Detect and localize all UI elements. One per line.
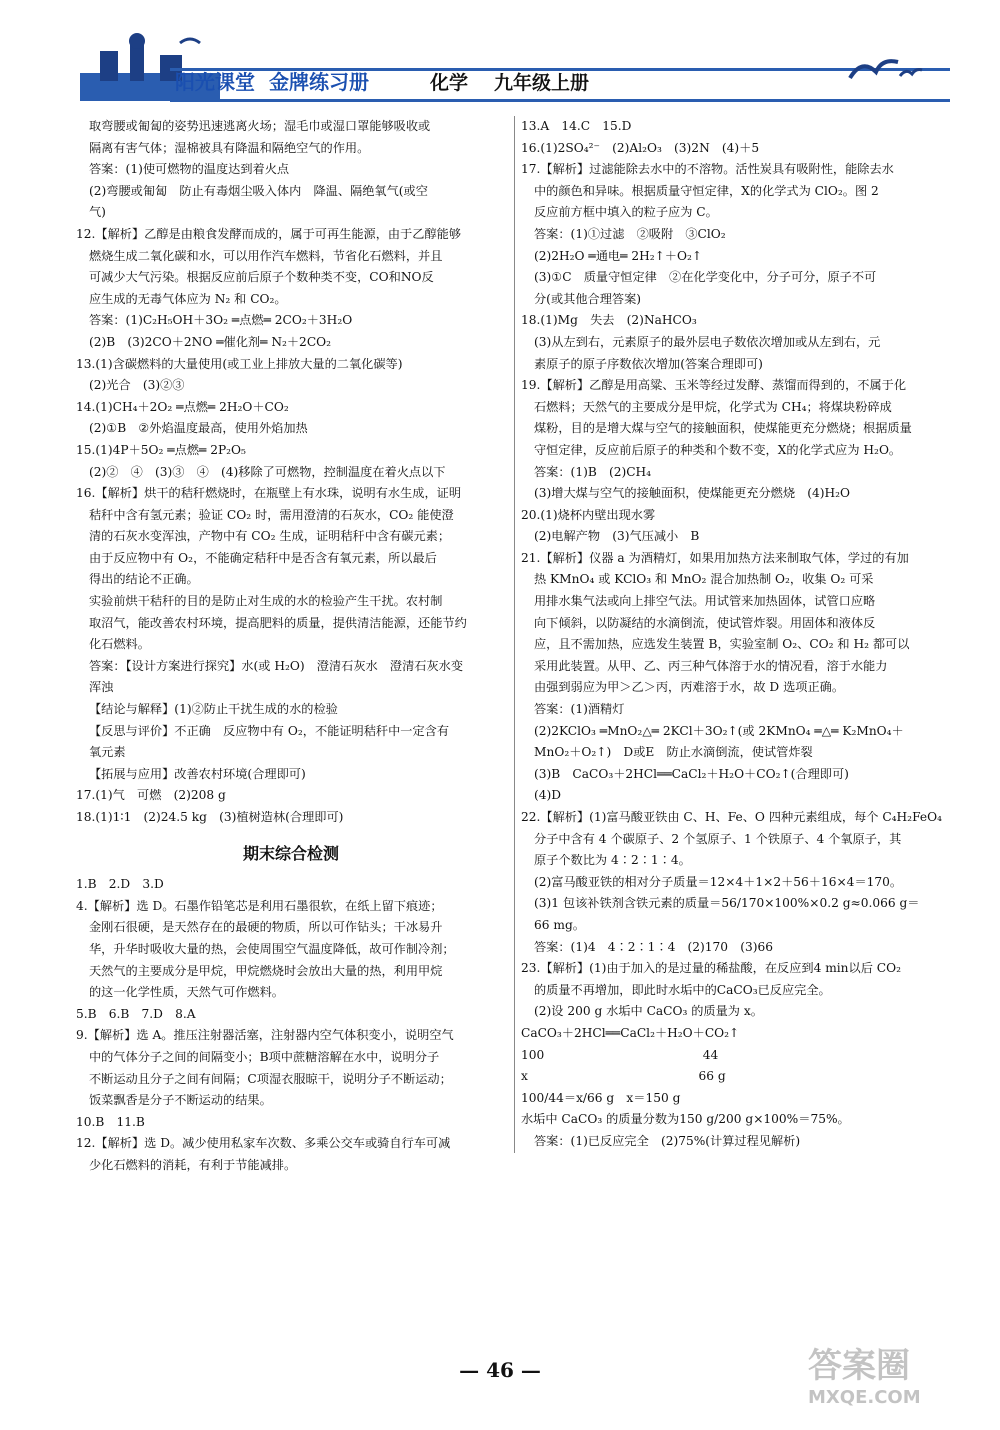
text-line: 石燃料；天然气的主要成分是甲烷，化学式为 CH₄；将煤块粉碎成 — [534, 399, 892, 414]
text-line: 由于反应物中有 O₂，不能确定秸秆中是否含有氧元素，所以最后 — [89, 550, 437, 565]
text-line: 分子中含有 4 个碳原子、2 个氢原子、1 个铁原子、4 个氧原子，其 — [534, 831, 902, 846]
text-line: 饭菜飘香是分子不断运动的结果。 — [89, 1093, 272, 1108]
text-line: (3)B CaCO₃＋2HCl══CaCl₂＋H₂O＋CO₂↑(合理即可) — [534, 766, 849, 781]
text-line: 5.B 6.B 7.D 8.A — [76, 1006, 196, 1021]
text-line: 的这一化学性质，天然气可作燃料。 — [89, 985, 284, 1000]
text-line: 66 mg。 — [534, 917, 585, 932]
text-line: (4)D — [534, 788, 562, 803]
text-line: 答案：(1)使可燃物的温度达到着火点 — [89, 162, 290, 177]
text-line: CaCO₃＋2HCl══CaCl₂＋H₂O＋CO₂↑ — [521, 1025, 740, 1040]
text-line: 的质量不再增加，即此时水垢中的CaCO₃已反应完全。 — [534, 982, 831, 997]
text-line: 气) — [89, 205, 106, 220]
text-line: 隔离有害气体；湿棉被具有降温和隔绝空气的作用。 — [89, 140, 370, 155]
text-line: 秸秆中含有氢元素；验证 CO₂ 时，需用澄清的石灰水，CO₂ 能使澄 — [89, 507, 454, 522]
watermark — [808, 1338, 978, 1418]
text-line: 实验前烘干秸秆的目的是防止对生成的水的检验产生干扰。农村制 — [89, 594, 443, 609]
text-line: (2)设 200 g 水垢中 CaCO₃ 的质量为 x。 — [534, 1004, 763, 1019]
section-title: 期末综合检测 — [242, 843, 339, 863]
text-line: 9.【解析】选 A。推压注射器活塞，注射器内空气体积变小，说明空气 — [76, 1028, 454, 1043]
left-lines — [76, 116, 506, 829]
text-line: 【拓展与应用】改善农村环境(合理即可) — [89, 766, 306, 781]
text-line: 答案：(1)C₂H₅OH＋3O₂ ═点燃═ 2CO₂＋3H₂O — [89, 313, 353, 328]
text-line: 16.【解析】烘干的秸秆燃烧时，在瓶壁上有水珠，说明有水生成，证明 — [76, 486, 462, 501]
text-line: 17.【解析】过滤能除去水中的不溶物。活性炭具有吸附性，能除去水 — [521, 162, 894, 177]
text-line: 向下倾斜，以防凝结的水滴倒流，使试管炸裂。用固体和液体反 — [534, 615, 876, 630]
text-line: (2)①B ②外焰温度最高，使用外焰加热 — [89, 421, 308, 436]
text-line: (2)2KClO₃ ═MnO₂△═ 2KCl＋3O₂↑(或 2KMnO₄ ═△═ K₂MnO₄＋ — [534, 723, 904, 738]
text-line: 【结论与解释】(1)②防止干扰生成的水的检验 — [89, 702, 338, 717]
text-line: 答案：(1)B (2)CH₄ — [534, 464, 652, 479]
text-line: (3)增大煤与空气的接触面积，使煤能更充分燃烧 (4)H₂O — [534, 486, 850, 501]
watermark-cn: 答案圈 — [808, 1346, 910, 1386]
text-line: 12.【解析】选 D。减少使用私家车次数、多乘公交车或骑自行车可减 — [76, 1136, 451, 1151]
text-line: 13.A 14.C 15.D — [521, 119, 632, 133]
text-line: 中的颜色和异味。根据质量守恒定律，X的化学式为 ClO₂。图 2 — [534, 183, 879, 198]
text-line: 由强到弱应为甲＞乙＞丙，丙难溶于水，故 D 选项正确。 — [534, 680, 845, 695]
text-line: 19.【解析】乙醇是用高粱、玉米等经过发酵、蒸馏而得到的，不属于化 — [521, 378, 907, 393]
text-line: 天然气的主要成分是甲烷，甲烷燃烧时会放出大量的热，利用甲烷 — [89, 963, 443, 978]
text-line: 1.B 2.D 3.D — [76, 877, 164, 892]
text-line: 10.B 11.B — [76, 1114, 145, 1129]
text-line: 14.(1)CH₄＋2O₂ ═点燃═ 2H₂O＋CO₂ — [76, 399, 289, 414]
text-line: 氧元素 — [89, 745, 126, 760]
text-line: (2)光合 (3)②③ — [89, 378, 185, 393]
text-line: (2)B (3)2CO＋2NO ═催化剂═ N₂＋2CO₂ — [89, 334, 332, 349]
text-line: 金刚石很硬，是天然存在的最硬的物质，所以可作钻头；干冰易升 — [89, 920, 443, 935]
text-line: MnO₂＋O₂↑) D或E 防止水滴倒流，使试管炸裂 — [534, 745, 813, 760]
right-lines — [521, 116, 953, 1153]
text-line: 15.(1)4P＋5O₂ ═点燃═ 2P₂O₅ — [76, 442, 246, 457]
brand-name: 阳光课堂 — [175, 70, 255, 94]
text-line: (2)富马酸亚铁的相对分子质量＝12×4＋1×2＋56＋16×4＝170。 — [534, 874, 903, 889]
text-line: 采用此装置。从甲、乙、丙三种气体溶于水的情况看，溶于水能力 — [534, 658, 888, 673]
text-line: 22.【解析】(1)富马酸亚铁由 C、H、Fe、O 四种元素组成，每个 C₄H₂FeO₄ — [521, 810, 942, 824]
right-column — [514, 116, 953, 1153]
text-line: 中的气体分子之间的间隔变小；B项中蔗糖溶解在水中，说明分子 — [89, 1049, 440, 1064]
page-number: — 46 — — [459, 1358, 541, 1382]
text-line: 守恒定律，反应前后原子的种类和个数不变，X的化学式应为 H₂O。 — [534, 442, 902, 457]
text-line: 12.【解析】乙醇是由粮食发酵而成的，属于可再生能源，由于乙醇能够 — [76, 226, 462, 241]
text-line: 23.【解析】(1)由于加入的是过量的稀盐酸，在反应到4 min以后 CO₂ — [521, 961, 901, 976]
text-line: (3)1 包该补铁剂含铁元素的质量＝56/170×100%×0.2 g≈0.066 g＝ — [534, 896, 920, 911]
text-line: 100 44 — [521, 1047, 719, 1062]
text-line: 水垢中 CaCO₃ 的质量分数为150 g/200 g×100%＝75%。 — [521, 1112, 850, 1127]
text-line: 煤粉，目的是增大煤与空气的接触面积，使煤能更充分燃烧；根据质量 — [534, 421, 912, 436]
text-line: 原子个数比为 4∶2∶1∶4。 — [534, 853, 691, 868]
text-line: 18.(1)Mg 失去 (2)NaHCO₃ — [521, 313, 697, 328]
text-line: 化石燃料。 — [89, 637, 150, 652]
text-line: 【反思与评价】不正确 反应物中有 O₂，不能证明秸秆中一定含有 — [89, 723, 450, 738]
text-line: 用排水集气法或向上排空气法。用试管来加热固体，试管口应略 — [534, 594, 876, 609]
text-line: (2)② ④ (3)③ ④ (4)移除了可燃物，控制温度在着火点以下 — [89, 464, 446, 479]
text-line: 17.(1)气 可燃 (2)208 g — [76, 788, 226, 803]
text-line: 答案：(1)4 4∶2∶1∶4 (2)170 (3)66 — [534, 939, 774, 954]
text-line: 得出的结论不正确。 — [89, 572, 199, 587]
text-line: 答案：【设计方案进行探究】水(或 H₂O) 澄清石灰水 澄清石灰水变 — [89, 658, 464, 673]
page-header — [70, 28, 950, 108]
text-line: 反应前方框中填入的粒子应为 C。 — [534, 205, 718, 220]
text-line: x 66 g — [521, 1069, 726, 1084]
text-line: (2)2H₂O ═通电═ 2H₂↑＋O₂↑ — [534, 248, 703, 263]
left2-lines — [76, 874, 506, 1176]
text-line: 可减少大气污染。根据反应前后原子个数种类不变，CO和NO反 — [89, 270, 434, 285]
text-line: 华，升华时吸收大量的热，会使周围空气温度降低，故可作制冷剂； — [89, 941, 455, 956]
text-line: 20.(1)烧杯内壁出现水雾 — [521, 507, 656, 522]
text-line: 答案：(1)已反应完全 (2)75%(计算过程见解析) — [534, 1133, 801, 1148]
text-line: (3)从左到右，元素原子的最外层电子数依次增加或从左到右，元 — [534, 334, 881, 349]
text-line: 18.(1)1∶1 (2)24.5 kg (3)植树造林(合理即可) — [76, 810, 344, 824]
text-line: 4.【解析】选 D。石墨作铅笔芯是利用石墨很软，在纸上留下痕迹； — [76, 898, 443, 913]
brand-title — [175, 66, 369, 95]
text-line: 取弯腰或匍匐的姿势迅速逃离火场；湿毛巾或湿口罩能够吸收或 — [89, 119, 431, 133]
text-line: 应，且不需加热，应选发生装置 B，实验室制 O₂、CO₂ 和 H₂ 都可以 — [534, 637, 910, 652]
text-line: 热 KMnO₄ 或 KClO₃ 和 MnO₂ 混合加热制 O₂，收集 O₂ 可采 — [534, 572, 874, 587]
text-line: 燃烧生成二氧化碳和水，可以用作汽车燃料，节省化石燃料，并且 — [89, 248, 443, 263]
text-line: 浑浊 — [89, 680, 114, 695]
text-line: 不断运动且分子之间有间隔；C项湿衣服晾干，说明分子不断运动； — [89, 1071, 452, 1086]
text-line: 13.(1)含碳燃料的大量使用(或工业上排放大量的二氧化碳等) — [76, 356, 403, 371]
text-line: (3)①C 质量守恒定律 ②在化学变化中，分子可分，原子不可 — [534, 270, 877, 285]
text-line: 少化石燃料的消耗，有利于节能减排。 — [89, 1157, 297, 1172]
text-line: 答案：(1)①过滤 ②吸附 ③ClO₂ — [534, 226, 726, 241]
subject: 化学 — [430, 72, 469, 94]
text-line: (2)电解产物 (3)气压减小 B — [534, 529, 700, 544]
brand-series: 金牌练习册 — [269, 70, 369, 94]
grade: 九年级上册 — [494, 72, 590, 94]
text-line: 分(或其他合理答案) — [534, 291, 642, 306]
birds-icon — [840, 48, 930, 88]
left-column — [76, 116, 506, 1177]
text-line: 清的石灰水变浑浊，产物中有 CO₂ 生成，证明秸秆中含有碳元素； — [89, 529, 451, 544]
text-line: 应生成的无毒气体应为 N₂ 和 CO₂。 — [89, 291, 287, 306]
text-line: 答案：(1)酒精灯 — [534, 702, 625, 717]
text-line: 21.【解析】仪器 a 为酒精灯，如果用加热方法来制取气体，学过的有加 — [521, 550, 909, 565]
text-line: 素原子的原子序数依次增加(答案合理即可) — [534, 356, 763, 371]
text-line: 取沼气，能改善农村环境，提高肥料的质量，提供清洁能源，还能节约 — [89, 615, 467, 630]
subject-grade — [430, 68, 615, 95]
text-line: 100/44＝x/66 g x＝150 g — [521, 1090, 681, 1105]
text-line: (2)弯腰或匍匐 防止有毒烟尘吸入体内 降温、隔绝氧气(或空 — [89, 183, 428, 198]
text-line: 16.(1)2SO₄²⁻ (2)Al₂O₃ (3)2N (4)＋5 — [521, 140, 760, 155]
watermark-en: MXQE.COM — [808, 1387, 921, 1408]
